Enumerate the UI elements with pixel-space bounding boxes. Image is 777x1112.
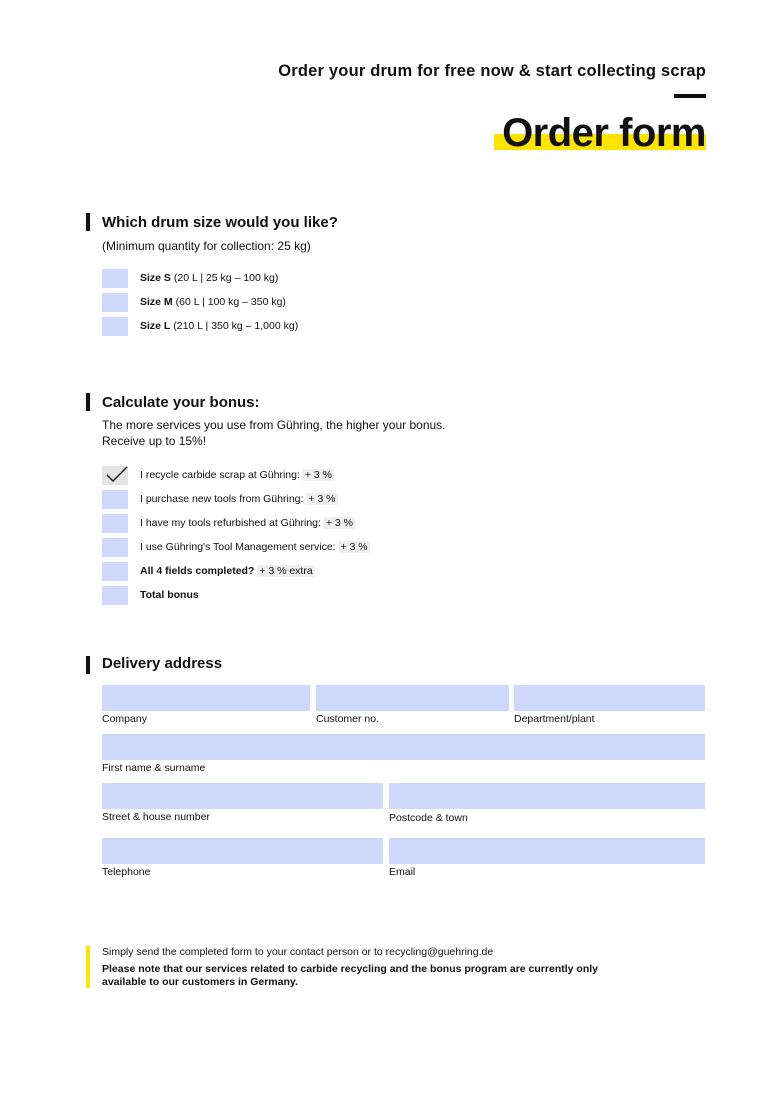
customer-no-field[interactable] xyxy=(316,685,509,711)
footer-accent-bar xyxy=(86,946,90,988)
email-label: Email xyxy=(389,866,416,878)
bonus-recycle-tag: + 3 % xyxy=(304,469,332,481)
section-marker-drum xyxy=(86,213,90,231)
total-bonus-text: Total bonus xyxy=(140,589,199,601)
bonus-tool-management-label xyxy=(140,538,370,557)
drum-size-m-name: Size M xyxy=(140,296,173,308)
email-field[interactable] xyxy=(389,838,705,864)
bonus-tool-management-tag: + 3 % xyxy=(340,541,368,553)
bonus-refurbish-text: I have my tools refurbished at Gühring: xyxy=(140,517,324,529)
postcode-field[interactable] xyxy=(389,783,705,809)
bonus-purchase-label xyxy=(140,490,338,509)
name-field[interactable] xyxy=(102,734,705,760)
street-label: Street & house number xyxy=(102,811,210,823)
drum-size-l-label xyxy=(140,317,298,336)
telephone-field[interactable] xyxy=(102,838,383,864)
header-rule xyxy=(674,94,706,98)
drum-size-note: (Minimum quantity for collection: 25 kg) xyxy=(102,239,311,253)
department-label: Department/plant xyxy=(514,713,595,725)
bonus-note-line1: The more services you use from Gühring, the higher your bonus. xyxy=(102,418,446,432)
title-block xyxy=(480,108,706,158)
bonus-recycle-text: I recycle carbide scrap at Gühring: xyxy=(140,469,303,481)
street-field[interactable] xyxy=(102,783,383,809)
telephone-label: Telephone xyxy=(102,866,151,878)
bonus-all-fields-checkbox[interactable] xyxy=(102,562,128,581)
bonus-tool-management-checkbox[interactable] xyxy=(102,538,128,557)
section-marker-delivery xyxy=(86,656,90,674)
delivery-heading: Delivery address xyxy=(102,655,223,672)
total-bonus-label xyxy=(140,586,199,605)
company-label: Company xyxy=(102,713,147,725)
department-field[interactable] xyxy=(514,685,705,711)
postcode-label: Postcode & town xyxy=(389,812,468,824)
customer-no-label: Customer no. xyxy=(316,713,380,725)
drum-size-m-label xyxy=(140,293,286,312)
page-title: Order form xyxy=(502,111,706,155)
bonus-all-fields-tag: + 3 % extra xyxy=(259,565,313,577)
footer-notice: Please note that our services related to carbide recycling and the bonus program are currently only available to our customers in Germany. xyxy=(102,963,598,988)
name-label: First name & surname xyxy=(102,762,206,774)
bonus-heading: Calculate your bonus: xyxy=(102,394,260,411)
drum-size-m-detail: (60 L | 100 kg – 350 kg) xyxy=(172,296,286,308)
bonus-note-line2: Receive up to 15%! xyxy=(102,434,207,448)
drum-size-s-label xyxy=(140,269,278,288)
bonus-purchase-text: I purchase new tools from Gühring: xyxy=(140,493,307,505)
bonus-purchase-tag: + 3 % xyxy=(308,493,336,505)
company-field[interactable] xyxy=(102,685,310,711)
bonus-recycle-checkbox[interactable] xyxy=(102,466,128,485)
drum-size-l-detail: (210 L | 350 kg – 1,000 kg) xyxy=(170,320,299,332)
bonus-tool-management-text: I use Gühring's Tool Management service: xyxy=(140,541,339,553)
bonus-all-fields-text: All 4 fields completed? xyxy=(140,565,258,577)
drum-size-s-detail: (20 L | 25 kg – 100 kg) xyxy=(170,272,279,284)
bonus-purchase-checkbox[interactable] xyxy=(102,490,128,509)
drum-size-l-checkbox[interactable] xyxy=(102,317,128,336)
bonus-recycle-label xyxy=(140,466,334,485)
section-marker-bonus xyxy=(86,393,90,411)
footer-instructions: Simply send the completed form to your contact person or to recycling@guehring.de xyxy=(102,946,494,958)
bonus-refurbish-checkbox[interactable] xyxy=(102,514,128,533)
drum-size-heading: Which drum size would you like? xyxy=(102,214,338,231)
drum-size-l-name: Size L xyxy=(140,320,171,332)
drum-size-s-checkbox[interactable] xyxy=(102,269,128,288)
total-bonus-field[interactable] xyxy=(102,586,128,605)
bonus-all-fields-label xyxy=(140,562,315,581)
drum-size-s-name: Size S xyxy=(140,272,171,284)
checkmark-icon xyxy=(104,464,130,486)
page-subtitle: Order your drum for free now & start collecting scrap xyxy=(278,62,706,80)
bonus-refurbish-tag: + 3 % xyxy=(325,517,353,529)
drum-size-m-checkbox[interactable] xyxy=(102,293,128,312)
bonus-refurbish-label xyxy=(140,514,355,533)
